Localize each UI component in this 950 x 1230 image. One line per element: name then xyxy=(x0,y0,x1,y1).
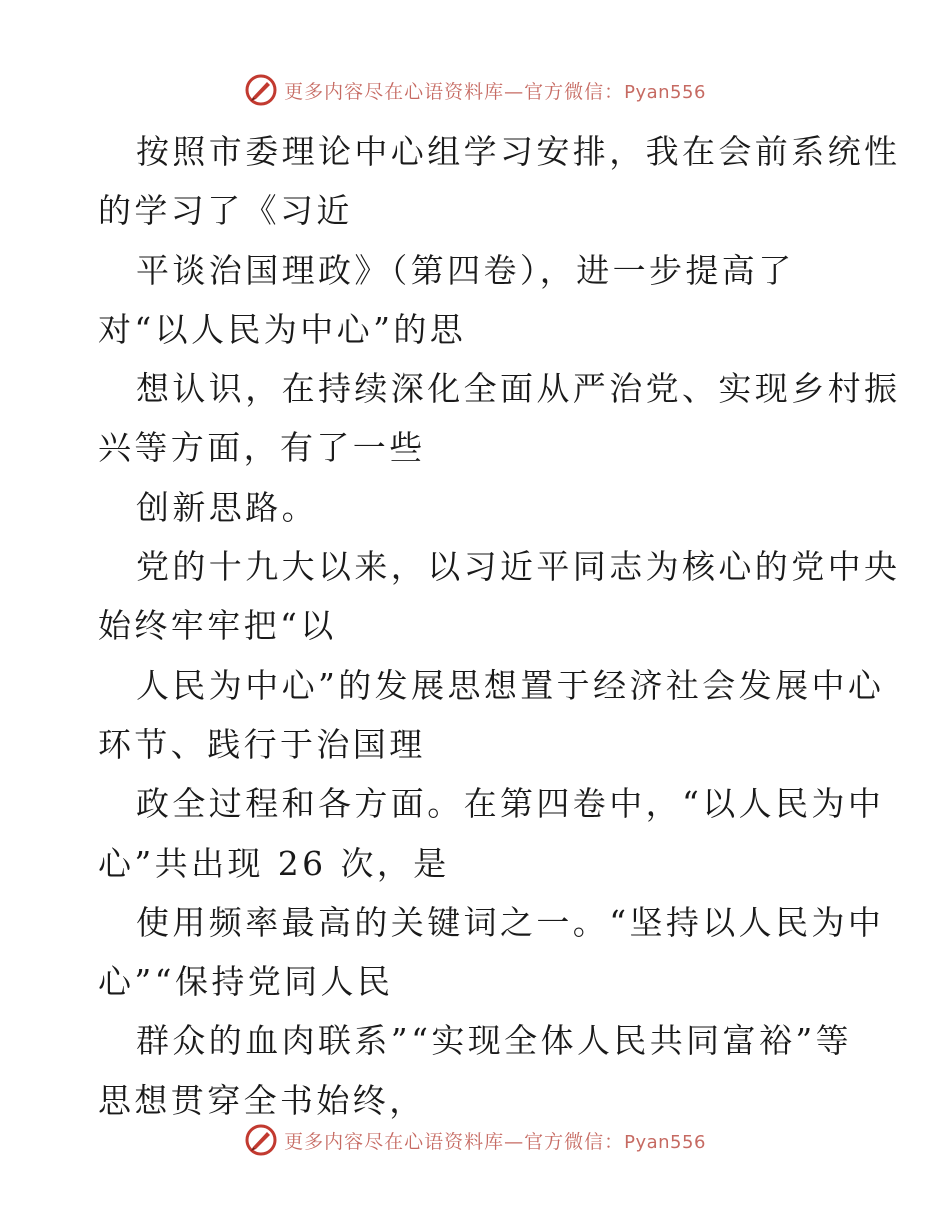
footer-watermark xyxy=(0,1120,950,1160)
text-line: 环节、践行于治国理 xyxy=(98,724,426,764)
text-line: 党的十九大以来，以习近平同志为核心的党中央 xyxy=(136,547,901,587)
text-line: 创新思路。 xyxy=(136,487,318,527)
text-line: 平谈治国理政》（第四卷），进一步提高了 xyxy=(136,250,795,290)
text-line: 思想贯穿全书始终， xyxy=(98,1080,426,1120)
text-line: 始终牢牢把“以 xyxy=(98,606,337,646)
pen-circle-logo-icon xyxy=(244,73,278,107)
pen-circle-logo-icon xyxy=(244,1123,278,1157)
watermark-id: Pyan556 xyxy=(624,1131,706,1153)
text-line: 人民为中心”的发展思想置于经济社会发展中心 xyxy=(136,665,885,705)
text-line: 心”共出现 26 次，是 xyxy=(98,843,450,883)
header-watermark xyxy=(0,70,950,110)
text-line: 心”“保持党同人民 xyxy=(98,962,394,1002)
watermark-id: Pyan556 xyxy=(624,81,706,103)
watermark-text: 更多内容尽在心语资料库—官方微信：Pyan556 xyxy=(284,1130,706,1153)
text-line: 政全过程和各方面。在第四卷中，“以人民为中 xyxy=(136,784,885,824)
document-body xyxy=(98,122,901,1130)
text-line: 对“以人民为中心”的思 xyxy=(98,309,467,349)
text-line: 群众的血肉联系”“实现全体人民共同富裕”等 xyxy=(136,1021,853,1061)
text-line: 兴等方面，有了一些 xyxy=(98,428,426,468)
text-line: 的学习了《习近 xyxy=(98,191,353,231)
text-line: 使用频率最高的关键词之一。“坚持以人民为中 xyxy=(136,902,885,942)
text-line: 按照市委理论中心组学习安排，我在会前系统性 xyxy=(136,132,901,171)
watermark-text: 更多内容尽在心语资料库—官方微信：Pyan556 xyxy=(284,80,706,103)
text-line: 想认识，在持续深化全面从严治党、实现乡村振 xyxy=(136,369,901,409)
